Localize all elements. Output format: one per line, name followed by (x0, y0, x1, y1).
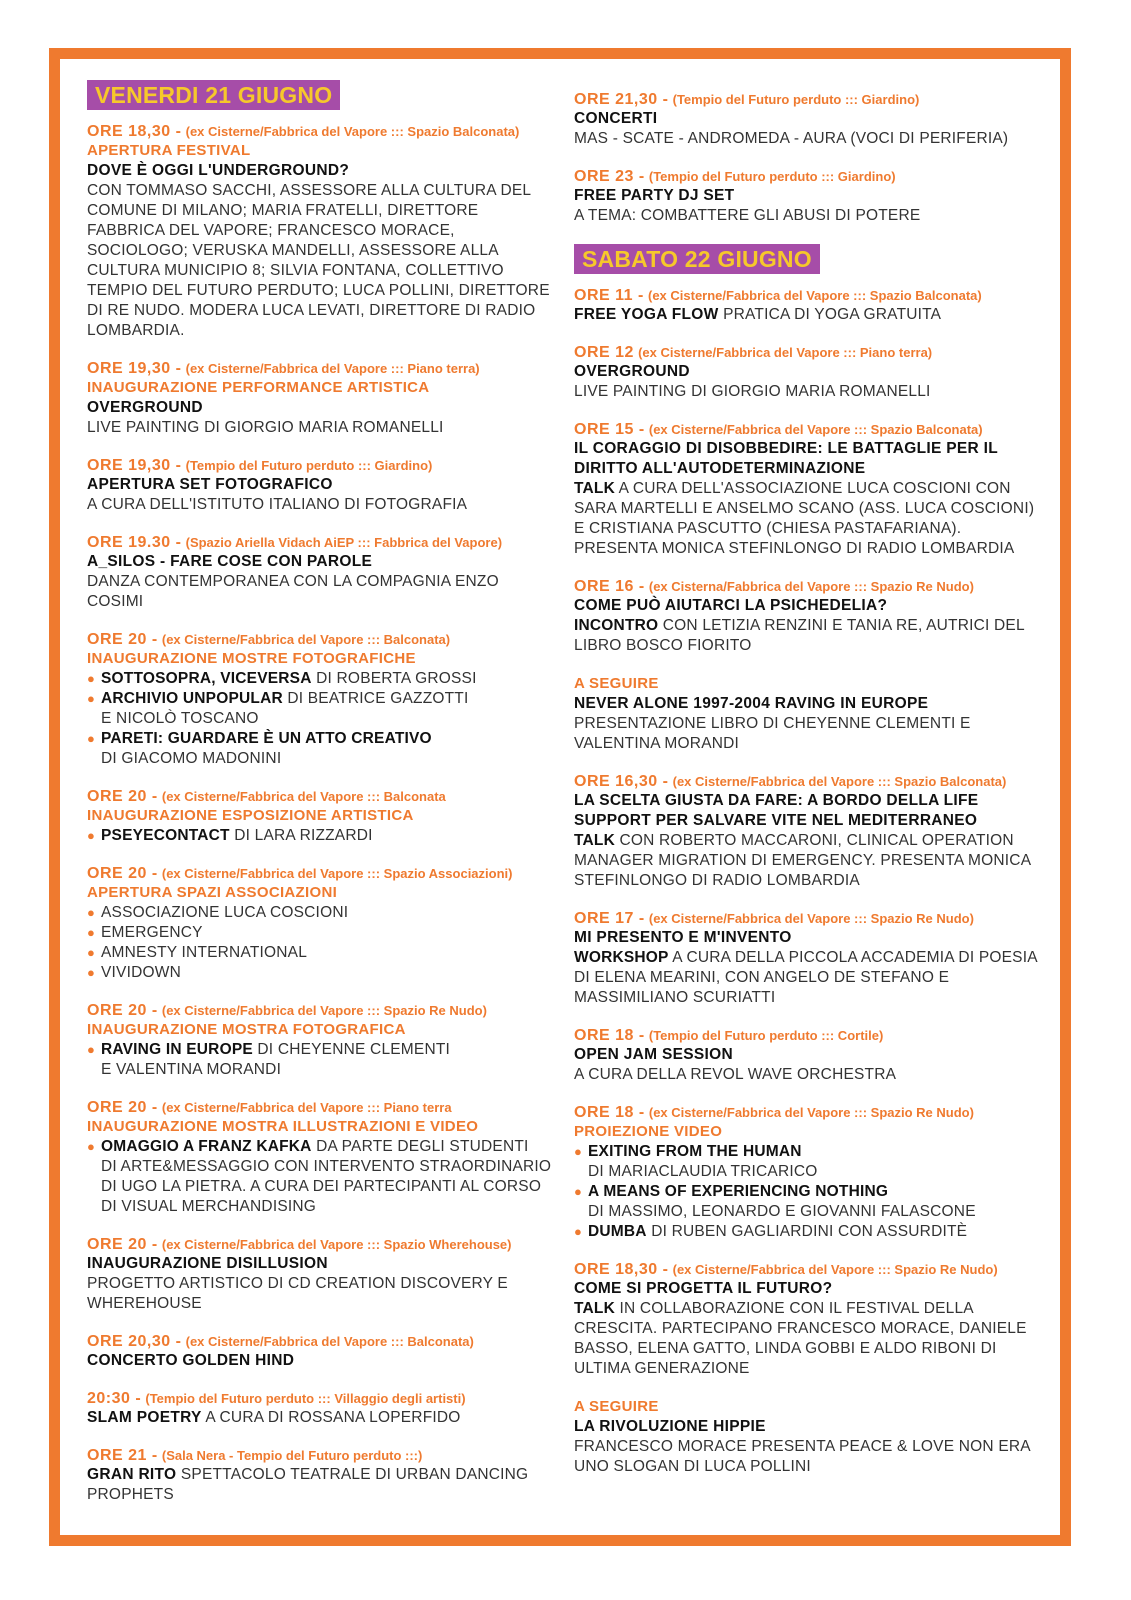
list-item-text: DI CHEYENNE CLEMENTI (252, 1041, 451, 1058)
event-title (574, 928, 1044, 948)
event-time-line (87, 787, 557, 806)
event-block (574, 1260, 1044, 1379)
event-title (574, 186, 1044, 206)
event-location: (Tempio del Futuro perduto ::: Giardino) (648, 169, 896, 184)
event-location: (ex Cisterne/Fabbrica del Vapore ::: Spazio Balconata) (648, 422, 983, 437)
event-time-line (574, 286, 1044, 305)
list-item-text: AMNESTY INTERNATIONAL (101, 944, 308, 961)
event-lead: TALK (574, 480, 615, 497)
event-description (574, 129, 1044, 149)
event-lead: TALK (574, 832, 615, 849)
event-title-text: OPEN JAM SESSION (574, 1046, 733, 1063)
event-time-line (87, 1001, 557, 1020)
event-location: (ex Cisterne/Fabbrica del Vapore ::: Balconata) (161, 632, 451, 647)
event-description (574, 948, 1044, 1008)
event-title-text: A_SILOS - FARE COSE CON PAROLE (87, 553, 373, 570)
list-item (87, 943, 557, 963)
event-time: ORE 19.30 - (87, 534, 182, 551)
event-title (574, 596, 1044, 616)
event-block (574, 286, 1044, 325)
event-block (87, 630, 557, 769)
event-subtitle: INAUGURAZIONE PERFORMANCE ARTISTICA (87, 379, 430, 396)
event-time: ORE 20 - (87, 865, 158, 882)
event-description (574, 831, 1044, 891)
event-time: ORE 11 - (574, 287, 644, 304)
event-description (574, 479, 1044, 559)
event-block (574, 167, 1044, 226)
event-location: (ex Cisterne/Fabbrica del Vapore ::: Spazio Re Nudo) (648, 911, 974, 926)
list-item-text: DI BEATRICE GAZZOTTI (282, 690, 469, 707)
event-location: (Spazio Ariella Vidach AiEP ::: Fabbrica del Vapore) (185, 535, 503, 550)
day-heading-friday: VENERDI 21 GIUGNO (87, 80, 340, 110)
event-description (87, 572, 557, 612)
event-location: (Tempio del Futuro perduto ::: Villaggio degli artisti) (145, 1391, 466, 1406)
event-subtitle: A SEGUIRE (574, 675, 659, 692)
event-location: (ex Cisterne/Fabbrica del Vapore ::: Spazio Associazioni) (161, 866, 513, 881)
event-location: (ex Cisterne/Fabbrica del Vapore ::: Spazio Balconata) (185, 124, 520, 139)
event-description (87, 1274, 557, 1314)
event-lead: WORKSHOP (574, 949, 669, 966)
event-title-text: IL CORAGGIO DI DISOBBEDIRE: LE BATTAGLIE PER IL DIRITTO ALL'AUTODETERMINAZIONE (574, 440, 998, 477)
list-item-continuation: E NICOLÒ TOSCANO (101, 710, 259, 727)
event-block (574, 909, 1044, 1008)
event-location: (Tempio del Futuro perduto ::: Cortile) (648, 1028, 884, 1043)
event-time: ORE 18 - (574, 1104, 645, 1121)
event-title (574, 694, 1044, 714)
event-title (574, 1279, 1044, 1299)
event-text: CON TOMMASO SACCHI, ASSESSORE ALLA CULTURA DEL COMUNE DI MILANO; MARIA FRATELLI, DIRETTORE FABBRICA DEL VAPORE; FRANCESCO MORACE, SOCIOLOGO; VERUSKA MANDELLI, ASSESSORE ALLA CULTURA MUNICIPIO 8; SILVIA FONTANA, COLLETTIVO TEMPIO DEL FUTURO PERDUTO; LUCA POLLINI, DIRETTORE DI RE NUDO. MODERA LUCA LEVATI, DIRETTORE DI RADIO LOMBARDIA. (87, 182, 550, 339)
event-location: (ex Cisterne/Fabbrica del Vapore ::: Spazio Re Nudo) (161, 1003, 487, 1018)
list-item-bold: PSEYECONTACT (101, 827, 230, 844)
event-description (574, 616, 1044, 656)
event-title (87, 1408, 557, 1428)
event-time-line (87, 630, 557, 649)
event-block (574, 1397, 1044, 1477)
event-time-line (87, 1389, 557, 1408)
event-description (574, 1437, 1044, 1477)
event-time-line (87, 1332, 557, 1351)
event-description (574, 1065, 1044, 1085)
list-item-continuation: DI MASSIMO, LEONARDO E GIOVANNI FALASCONE (588, 1203, 976, 1220)
event-time: ORE 16 - (574, 578, 645, 595)
event-block (574, 420, 1044, 559)
event-time-line (87, 1446, 557, 1465)
event-time: ORE 23 - (574, 168, 645, 185)
event-time-line (574, 420, 1044, 439)
list-item-text: DI RUBEN GAGLIARDINI CON ASSURDITÈ (646, 1223, 968, 1240)
event-block (87, 1389, 557, 1428)
event-title-text: LA RIVOLUZIONE HIPPIE (574, 1418, 766, 1435)
event-text: LIVE PAINTING DI GIORGIO MARIA ROMANELLI (574, 383, 931, 400)
event-time-line (574, 1026, 1044, 1045)
event-title-text: LA SCELTA GIUSTA DA FARE: A BORDO DELLA LIFE SUPPORT PER SALVARE VITE NEL MEDITERRANEO (574, 792, 979, 829)
event-description (574, 382, 1044, 402)
event-time-line (574, 772, 1044, 791)
event-location: (ex Cisterne/Fabbrica del Vapore ::: Spazio Balconata) (647, 288, 982, 303)
event-block (87, 456, 557, 515)
event-subtitle: INAUGURAZIONE ESPOSIZIONE ARTISTICA (87, 807, 414, 824)
event-time: ORE 17 - (574, 910, 645, 927)
list-item (87, 689, 557, 709)
list-item-text: DI LARA RIZZARDI (229, 827, 373, 844)
event-text: A CURA DELLA REVOL WAVE ORCHESTRA (574, 1066, 897, 1083)
event-time-line (574, 1260, 1044, 1279)
list-item (574, 1182, 1044, 1202)
event-title-text: CONCERTI (574, 110, 658, 127)
event-time: ORE 20 - (87, 631, 158, 648)
event-title (87, 552, 557, 572)
list-item-bold: OMAGGIO A FRANZ KAFKA (101, 1138, 312, 1155)
list-item-bold: EXITING FROM THE HUMAN (588, 1143, 802, 1160)
event-time-line (87, 864, 557, 883)
event-time: ORE 19,30 - (87, 360, 182, 377)
list-item (87, 729, 557, 749)
event-title (87, 1254, 557, 1274)
list-item-continuation: E VALENTINA MORANDI (101, 1061, 282, 1078)
event-title-text: DOVE È OGGI L'UNDERGROUND? (87, 162, 350, 179)
event-location: (ex Cisterne/Fabbrica del Vapore ::: Piano terra) (638, 345, 933, 360)
event-title-text: OVERGROUND (87, 399, 203, 416)
event-time-line (87, 1098, 557, 1117)
right-top-events (574, 90, 1044, 226)
event-text: IN COLLABORAZIONE CON IL FESTIVAL DELLA CRESCITA. PARTECIPANO FRANCESCO MORACE, DANIELE BASSO, ELENA GATTO, LINDA GOBBI E ALDO RIBONI DI ULTIMA GENERAZIONE (574, 1300, 1027, 1377)
event-title (574, 1417, 1044, 1437)
event-block (87, 1098, 557, 1217)
event-block (87, 864, 557, 983)
event-description (574, 1299, 1044, 1379)
event-title-text: FREE YOGA FLOW (574, 306, 719, 323)
event-time-line (87, 1235, 557, 1254)
event-title (574, 1045, 1044, 1065)
event-block (87, 533, 557, 612)
event-title (87, 398, 557, 418)
event-location: (ex Cisterne/Fabbrica del Vapore ::: Spazio Balconata) (672, 774, 1007, 789)
event-title-text: GRAN RITO (87, 1466, 177, 1483)
event-block (574, 1103, 1044, 1242)
event-location: (Tempio del Futuro perduto ::: Giardino) (185, 458, 433, 473)
event-title (574, 109, 1044, 129)
event-title-text: COME SI PROGETTA IL FUTURO? (574, 1280, 833, 1297)
right-column (574, 90, 1044, 1495)
event-time: ORE 20 - (87, 1002, 158, 1019)
event-title-text: OVERGROUND (574, 363, 690, 380)
day-heading-saturday: SABATO 22 GIUGNO (574, 244, 820, 274)
event-location: (ex Cisterne/Fabbrica del Vapore ::: Piano terra) (185, 361, 480, 376)
event-title-text: APERTURA SET FOTOGRAFICO (87, 476, 333, 493)
event-time: ORE 15 - (574, 421, 645, 438)
event-location: (ex Cisterne/Fabbrica del Vapore ::: Spazio Re Nudo) (648, 1105, 974, 1120)
event-title (87, 475, 557, 495)
event-title (574, 439, 1044, 479)
left-events (87, 122, 557, 1505)
event-subtitle: INAUGURAZIONE MOSTRE FOTOGRAFICHE (87, 650, 416, 667)
event-time: 20:30 - (87, 1390, 142, 1407)
event-subtitle: INAUGURAZIONE MOSTRA FOTOGRAFICA (87, 1021, 406, 1038)
list-item-bold: ARCHIVIO UNPOPULAR (101, 690, 283, 707)
event-location: (ex Cisterne/Fabbrica del Vapore ::: Balconata (161, 789, 446, 804)
event-title-text: CONCERTO GOLDEN HIND (87, 1352, 295, 1369)
event-title-text: COME PUÒ AIUTARCI LA PSICHEDELIA? (574, 597, 888, 614)
event-block (574, 1026, 1044, 1085)
event-time: ORE 18,30 - (574, 1261, 669, 1278)
event-text: PROGETTO ARTISTICO DI CD CREATION DISCOVERY E WHEREHOUSE (87, 1275, 508, 1312)
list-item-bold: PARETI: GUARDARE È UN ATTO CREATIVO (101, 730, 432, 747)
event-inline-text: PRATICA DI YOGA GRATUITA (718, 306, 942, 323)
list-item-text: VIVIDOWN (101, 964, 181, 981)
event-block (87, 1446, 557, 1505)
right-events (574, 286, 1044, 1477)
event-text: CON ROBERTO MACCARONI, CLINICAL OPERATION MANAGER MIGRATION DI EMERGENCY. PRESENTA MONICA STEFINLONGO DI RADIO LOMBARDIA (574, 832, 1031, 889)
event-title-text: FREE PARTY DJ SET (574, 187, 735, 204)
list-item (574, 1142, 1044, 1162)
event-time-line (574, 90, 1044, 109)
list-item-bold: RAVING IN EUROPE (101, 1041, 253, 1058)
event-text: PRESENTAZIONE LIBRO DI CHEYENNE CLEMENTI E VALENTINA MORANDI (574, 715, 971, 752)
event-time-line (574, 909, 1044, 928)
event-time: ORE 12 (574, 344, 634, 361)
event-text: A TEMA: COMBATTERE GLI ABUSI DI POTERE (574, 207, 921, 224)
event-title (87, 161, 557, 181)
event-time-line (87, 359, 557, 378)
event-title (574, 362, 1044, 382)
event-text: LIVE PAINTING DI GIORGIO MARIA ROMANELLI (87, 419, 444, 436)
event-time-line (87, 456, 557, 475)
event-time: ORE 20 - (87, 1099, 158, 1116)
list-item-bold: A MEANS OF EXPERIENCING NOTHING (588, 1183, 889, 1200)
event-description (574, 206, 1044, 226)
list-item (87, 1137, 557, 1157)
event-description (87, 495, 557, 515)
event-title (574, 305, 1044, 325)
list-item (87, 1040, 557, 1060)
event-description (87, 181, 557, 341)
event-block (574, 577, 1044, 656)
list-item (574, 1222, 1044, 1242)
event-time: ORE 21,30 - (574, 91, 669, 108)
event-block (574, 343, 1044, 402)
event-time: ORE 18,30 - (87, 123, 182, 140)
event-text: A CURA DELL'ISTITUTO ITALIANO DI FOTOGRAFIA (87, 496, 468, 513)
event-title-text: INAUGURAZIONE DISILLUSION (87, 1255, 328, 1272)
event-title-text: MI PRESENTO E M'INVENTO (574, 929, 792, 946)
event-location: (ex Cisterne/Fabbrica del Vapore ::: Balconata) (185, 1334, 474, 1349)
event-time-line (574, 167, 1044, 186)
list-item-text: ASSOCIAZIONE LUCA COSCIONI (101, 904, 349, 921)
event-subtitle: A SEGUIRE (574, 1398, 659, 1415)
list-item (87, 903, 557, 923)
event-block (87, 787, 557, 846)
list-item-continuation: DI MARIACLAUDIA TRICARICO (588, 1163, 818, 1180)
event-block (87, 122, 557, 341)
list-item-text: DI ROBERTA GROSSI (311, 670, 477, 687)
event-time: ORE 20 - (87, 788, 158, 805)
event-time-line (574, 577, 1044, 596)
event-block (87, 359, 557, 438)
list-item (87, 669, 557, 689)
event-text: A CURA DELLA PICCOLA ACCADEMIA DI POESIA DI ELENA MEARINI, CON ANGELO DE STEFANO E MASSIMILIANO SCURIATTI (574, 949, 1037, 1006)
event-block (574, 90, 1044, 149)
event-block (574, 674, 1044, 754)
list-item-continuation: DI GIACOMO MADONINI (101, 750, 282, 767)
event-text: A CURA DELL'ASSOCIAZIONE LUCA COSCIONI CON SARA MARTELLI E ANSELMO SCANO (ASS. LUCA COSCIONI) E CRISTIANA PASCUTTO (CHIESA PASTAFARIANA). PRESENTA MONICA STEFINLONGO DI RADIO LOMBARDIA (574, 480, 1035, 557)
event-block (574, 772, 1044, 891)
event-time-line (574, 343, 1044, 362)
event-time: ORE 16,30 - (574, 773, 669, 790)
event-text: CON LETIZIA RENZINI E TANIA RE, AUTRICI DEL LIBRO BOSCO FIORITO (574, 617, 1025, 654)
list-item-bold: SOTTOSOPRA, VICEVERSA (101, 670, 312, 687)
event-block (87, 1001, 557, 1080)
event-inline-text: A CURA DI ROSSANA LOPERFIDO (201, 1409, 461, 1426)
event-time: ORE 21 - (87, 1447, 158, 1464)
event-time: ORE 19,30 - (87, 457, 182, 474)
event-title (87, 1351, 557, 1371)
left-column (87, 80, 557, 1523)
event-lead: INCONTRO (574, 617, 659, 634)
list-item (87, 963, 557, 983)
event-location: (ex Cisterne/Fabbrica del Vapore ::: Spazio Re Nudo) (672, 1262, 998, 1277)
event-text: FRANCESCO MORACE PRESENTA PEACE & LOVE NON ERA UNO SLOGAN DI LUCA POLLINI (574, 1438, 1030, 1475)
event-subtitle: APERTURA FESTIVAL (87, 142, 251, 159)
event-subtitle: APERTURA SPAZI ASSOCIAZIONI (87, 884, 338, 901)
event-time-line (87, 122, 557, 141)
list-item-continuation: DI ARTE&MESSAGGIO CON INTERVENTO STRAORDINARIO DI UGO LA PIETRA. A CURA DEI PARTECIPANTI AL CORSO DI VISUAL MERCHANDISING (101, 1158, 552, 1215)
event-subtitle: PROIEZIONE VIDEO (574, 1123, 723, 1140)
event-block (87, 1332, 557, 1371)
event-location: (Sala Nera - Tempio del Futuro perduto :::) (161, 1448, 423, 1463)
list-item (87, 923, 557, 943)
list-item-bold: DUMBA (588, 1223, 647, 1240)
event-time-line (574, 1103, 1044, 1122)
event-time-line (87, 533, 557, 552)
event-time: ORE 20 - (87, 1236, 158, 1253)
event-title-text: SLAM POETRY (87, 1409, 202, 1426)
list-item-text: EMERGENCY (101, 924, 203, 941)
event-title (87, 1465, 557, 1505)
event-title-text: NEVER ALONE 1997-2004 RAVING IN EUROPE (574, 695, 929, 712)
event-inline-text: SPETTACOLO TEATRALE DI URBAN DANCING PROPHETS (87, 1466, 529, 1503)
event-location: (Tempio del Futuro perduto ::: Giardino) (672, 92, 920, 107)
event-title (574, 791, 1044, 831)
event-subtitle: INAUGURAZIONE MOSTRA ILLUSTRAZIONI E VIDEO (87, 1118, 479, 1135)
event-location: (ex Cisterna/Fabbrica del Vapore ::: Spazio Re Nudo) (648, 579, 974, 594)
event-text: DANZA CONTEMPORANEA CON LA COMPAGNIA ENZO COSIMI (87, 573, 499, 610)
list-item (87, 826, 557, 846)
list-item-text: DA PARTE DEGLI STUDENTI (311, 1138, 529, 1155)
event-description (574, 714, 1044, 754)
event-location: (ex Cisterne/Fabbrica del Vapore ::: Spazio Wherehouse) (161, 1237, 512, 1252)
event-location: (ex Cisterne/Fabbrica del Vapore ::: Piano terra (161, 1100, 452, 1115)
event-description (87, 418, 557, 438)
event-time: ORE 18 - (574, 1027, 645, 1044)
event-time: ORE 20,30 - (87, 1333, 182, 1350)
event-block (87, 1235, 557, 1314)
event-text: MAS - SCATE - ANDROMEDA - AURA (VOCI DI PERIFERIA) (574, 130, 1009, 147)
event-lead: TALK (574, 1300, 615, 1317)
